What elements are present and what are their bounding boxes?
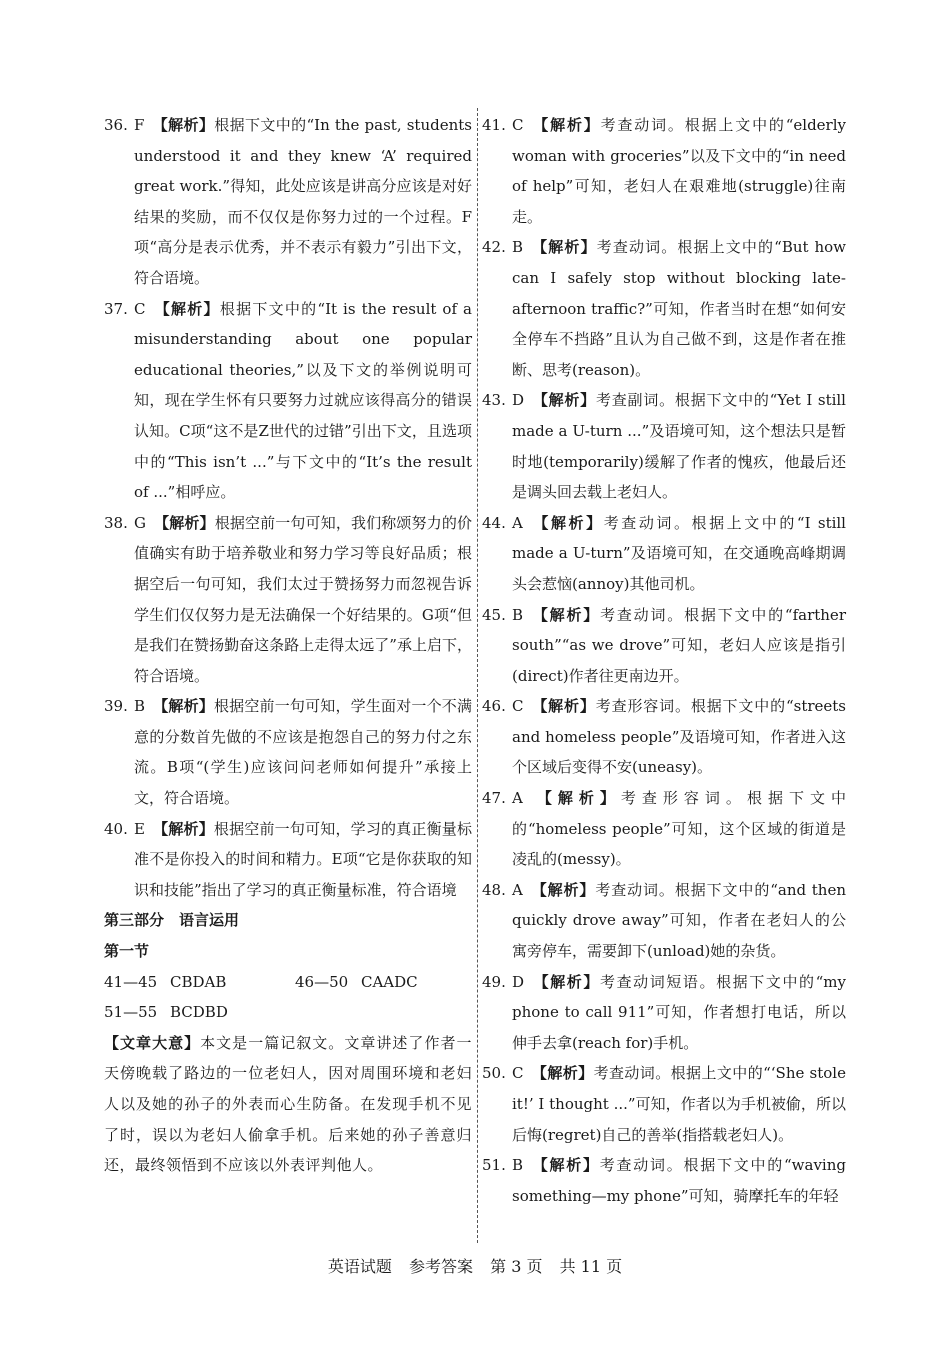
analysis-text: 根据下文中的“It is the result of a misunderstanding about one popular educational theories,”以及下文的举例说明可知，现在学生怀有只要努力过就应该得高分的错误认知。C项“这不是Z世代的过错”引出下文，且选项中的“This isn’t ...”与下文中的“It’s the result of ...”相呼应。 [134, 299, 472, 502]
footer-kind: 参考答案 [409, 1257, 474, 1276]
question-number: 40. [104, 819, 128, 838]
answer-item-49 [482, 967, 846, 1059]
analysis-tag: 【解析】 [531, 1064, 594, 1083]
analysis-tag: 【解析】 [532, 391, 596, 410]
answer-item-43 [482, 385, 846, 507]
analysis-text: 考查形容词。根据下文中的“streets and homeless people”及语境可知，作者进入这个区域后变得不安(uneasy)。 [512, 697, 846, 777]
answer-key-row [104, 997, 472, 1028]
left-column [104, 110, 472, 1181]
footer-subject: 英语试题 [327, 1257, 392, 1276]
analysis-text: 考查动词。根据上文中的“I still made a U-turn”及语境可知，在交通晚高峰期调头会惹恼(annoy)其他司机。 [512, 513, 846, 593]
question-number: 50. [482, 1064, 506, 1083]
answer-key-row [104, 967, 472, 998]
answer-item-42 [482, 232, 846, 385]
column-divider [477, 108, 478, 1243]
analysis-text: 根据空前一句可知，学习的真正衡量标准不是你投入的时间和精力。E项“它是你获取的知识和技能”指出了学习的真正衡量标准，符合语境 [134, 819, 472, 899]
answer-keys: CAADC [361, 972, 418, 991]
analysis-text: 考查动词。根据上文中的“elderly woman with groceries”以及下文中的“in need of help”可知，老妇人在艰难地(struggle)往南走。 [512, 116, 846, 226]
answer-item-39 [104, 691, 472, 813]
answer-letter: G [134, 513, 146, 532]
article-summary [104, 1028, 472, 1181]
question-number: 36. [104, 116, 128, 134]
page-footer [0, 1254, 950, 1277]
summary-lead: 【文章大意】 [104, 1033, 201, 1052]
answer-item-44 [482, 508, 846, 600]
analysis-tag: 【解析】 [152, 116, 215, 134]
question-number: 39. [104, 697, 128, 716]
answer-item-46 [482, 691, 846, 783]
answer-item-48 [482, 875, 846, 967]
answer-letter: C [512, 697, 524, 716]
question-number: 42. [482, 238, 506, 257]
answer-item-36 [104, 110, 472, 294]
analysis-text: 考查动词。根据下文中的“waving something—my phone”可知，骑摩托车的年轻 [512, 1156, 846, 1205]
part-title: 第三部分 语言运用 [104, 911, 240, 930]
question-number: 37. [104, 299, 128, 318]
analysis-tag: 【解析】 [531, 116, 601, 134]
question-number: 48. [482, 880, 506, 899]
analysis-text: 考查动词。根据下文中的“farther south”“as we drove”可知，老妇人应该是指引(direct)作者往更南边开。 [512, 605, 846, 685]
answer-item-51 [482, 1150, 846, 1211]
answer-letter: E [134, 819, 145, 838]
answer-letter: A [512, 513, 523, 532]
answer-letter: B [134, 697, 146, 716]
analysis-tag: 【解析】 [153, 513, 215, 532]
answer-letter: B [512, 605, 524, 624]
section-title: 第一节 [104, 942, 150, 961]
answer-range: 51—55 [104, 1003, 158, 1022]
answer-letter: B [512, 238, 524, 257]
analysis-text: 考查形容词。根据下文中的“homeless people”可知，这个区域的街道是凌乱的(messy)。 [512, 789, 846, 869]
answer-letter: C [512, 116, 524, 134]
answer-letter: A [512, 789, 523, 808]
summary-text: 本文是一篇记叙文。文章讲述了作者一天傍晚载了路边的一位老妇人，因对周围环境和老妇人以及她的孙子的外表而心生防备。在发现手机不见了时，误以为老妇人偷拿手机。后来她的孙子善意归还，最终领悟到不应该以外表评判他人。 [104, 1033, 472, 1175]
analysis-tag: 【解析】 [153, 299, 220, 318]
answer-item-47 [482, 783, 846, 875]
analysis-text: 考查副词。根据下文中的“Yet I still made a U-turn ...”及语境可知，这个想法只是暂时地(temporarily)缓解了作者的愧疚，他最后还是调头回去载上老妇人。 [512, 391, 846, 502]
question-number: 45. [482, 605, 506, 624]
footer-total-pages: 共 11 页 [559, 1257, 623, 1276]
analysis-text: 考查动词。根据上文中的“But how can I safely stop without blocking late-afternoon traffic?”可知，作者当时在想“如何安全停车不挡路”且认为自己做不到，这是作者在推断、思考(reason)。 [512, 238, 846, 379]
answer-keys: BCDBD [170, 1003, 228, 1022]
answer-range: 41—45 [104, 972, 158, 991]
question-number: 43. [482, 391, 506, 410]
answer-range: 46—50 [295, 972, 349, 991]
answer-keys: CBDAB [170, 972, 227, 991]
analysis-tag: 【解析】 [530, 513, 604, 532]
question-number: 46. [482, 697, 506, 716]
answer-letter: C [512, 1064, 524, 1083]
answer-letter: A [512, 880, 523, 899]
analysis-text: 根据空前一句可知，我们称颂努力的价值确实有助于培养敬业和努力学习等良好品质；根据空后一句可知，我们太过于赞扬努力而忽视告诉学生们仅仅努力是无法确保一个好结果的。G项“但是我们在赞扬勤奋这条路上走得太远了”承上启下，符合语境。 [134, 513, 472, 685]
analysis-tag: 【解析】 [530, 789, 621, 808]
question-number: 51. [482, 1156, 506, 1175]
question-number: 44. [482, 513, 506, 532]
analysis-tag: 【解析】 [152, 819, 214, 838]
question-number: 41. [482, 116, 506, 134]
question-number: 38. [104, 513, 128, 532]
question-number: 49. [482, 972, 506, 991]
answer-letter: F [134, 116, 145, 134]
footer-page-number: 第 3 页 [490, 1257, 543, 1276]
analysis-text: 考查动词短语。根据下文中的“my phone to call 911”可知，作者想打电话，所以伸手去拿(reach for)手机。 [512, 972, 846, 1052]
analysis-tag: 【解析】 [531, 605, 601, 624]
answer-item-45 [482, 600, 846, 692]
answer-item-37 [104, 294, 472, 508]
answer-item-40 [104, 814, 472, 906]
analysis-tag: 【解析】 [531, 238, 597, 257]
answer-letter: D [512, 391, 525, 410]
analysis-tag: 【解析】 [530, 880, 596, 899]
analysis-text: 考查动词。根据上文中的“‘She stole it!’ I thought ...”可知，作者以为手机被偷，所以后悔(regret)自己的善举(指搭载老妇人)。 [512, 1064, 846, 1144]
answer-letter: D [512, 972, 525, 991]
analysis-text: 根据空前一句可知，学生面对一个不满意的分数首先做的不应该是抱怨自己的努力付之东流。B项“(学生)应该问问老师如何提升”承接上文，符合语境。 [134, 697, 472, 808]
answer-letter: B [512, 1156, 524, 1175]
analysis-text: 根据下文中的“In the past, students understood it and they knew ‘A’ required great work.”得知，此处应该是讲高分应该是对好结果的奖励，而不仅仅是你努力过的一个过程。F项“高分是表示优秀，并不表示有毅力”引出下文，符合语境。 [134, 116, 472, 287]
question-number: 47. [482, 789, 506, 808]
right-column [482, 110, 846, 1211]
answer-item-38 [104, 508, 472, 692]
analysis-tag: 【解析】 [153, 697, 214, 716]
analysis-tag: 【解析】 [532, 972, 600, 991]
analysis-text: 考查动词。根据下文中的“and then quickly drove away”可知，作者在老妇人的公寓旁停车，需要卸下(unload)她的杂货。 [512, 880, 846, 961]
analysis-tag: 【解析】 [531, 1156, 600, 1175]
analysis-tag: 【解析】 [531, 697, 596, 716]
answer-item-41 [482, 110, 846, 232]
answer-letter: C [134, 299, 146, 318]
answer-item-50 [482, 1058, 846, 1150]
